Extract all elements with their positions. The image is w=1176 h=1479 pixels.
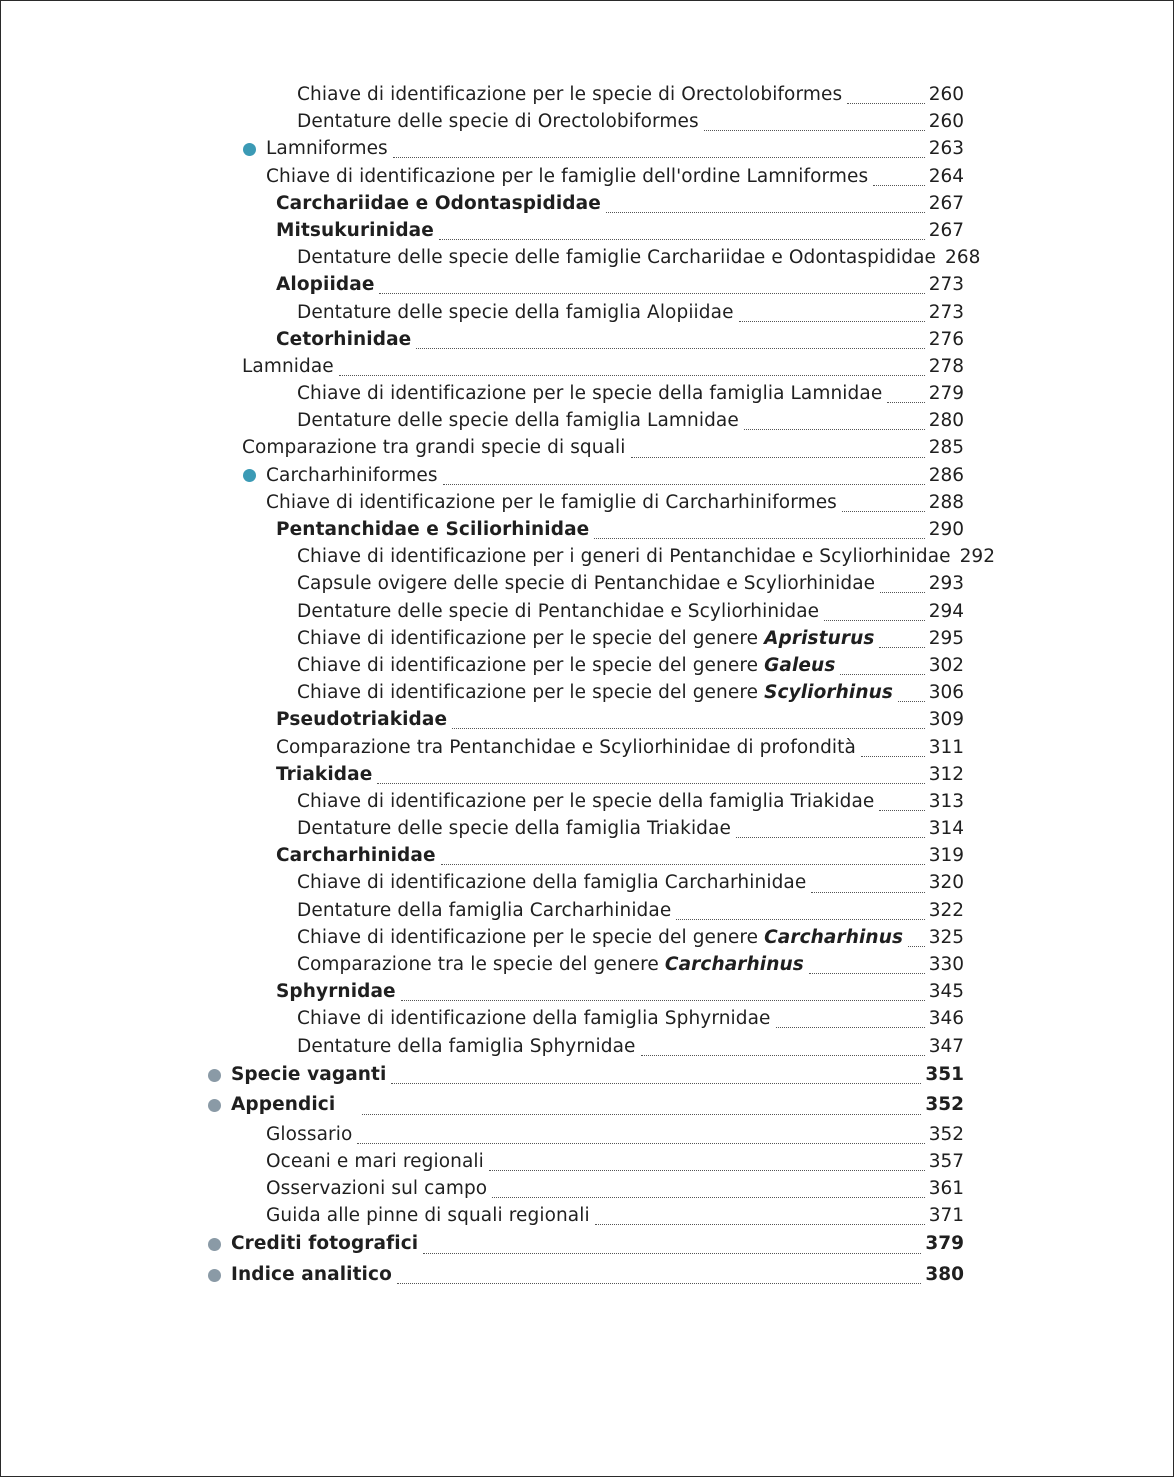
dot-leader — [401, 1000, 925, 1001]
toc-entry-title: Dentature delle specie di Orectolobiformes — [297, 111, 699, 133]
section-bullet-icon — [208, 1269, 221, 1282]
genus-name: Scyliorhinus — [764, 682, 894, 704]
dot-leader — [492, 1197, 924, 1198]
section-bullet-icon — [208, 1069, 221, 1082]
dot-leader — [443, 484, 925, 485]
toc-page-number: 260 — [928, 111, 964, 133]
section-bullet-icon — [208, 1238, 221, 1251]
toc-page-number: 267 — [928, 219, 964, 241]
toc-page-number: 264 — [928, 165, 964, 187]
dot-leader — [879, 810, 924, 811]
toc-entry[interactable] — [1, 190, 1176, 217]
toc-entry[interactable] — [1, 1148, 1176, 1175]
dot-leader — [676, 919, 924, 920]
toc-page-number: 279 — [928, 383, 964, 405]
dot-leader — [811, 892, 924, 893]
toc-entry[interactable] — [1, 761, 1176, 788]
toc-page-number: 325 — [928, 926, 964, 948]
section-bullet-icon — [208, 1099, 221, 1112]
genus-name: Galeus — [764, 654, 836, 676]
genus-name: Carcharhinus — [764, 926, 904, 948]
toc-entry[interactable] — [1, 353, 1176, 380]
toc-page-number: 345 — [928, 981, 964, 1003]
toc-page-number: 306 — [928, 682, 964, 704]
toc-page-number: 322 — [928, 899, 964, 921]
dot-leader — [416, 348, 924, 349]
toc-entry-title: Pentanchidae e Sciliorhinidae — [276, 519, 590, 540]
toc-entry[interactable] — [1, 81, 1176, 108]
toc-entry[interactable] — [1, 271, 1176, 298]
toc-entry[interactable] — [1, 1060, 1176, 1090]
dot-leader — [641, 1055, 925, 1056]
toc-page-number: 290 — [928, 519, 964, 540]
toc-entry[interactable] — [1, 1260, 1176, 1290]
dot-leader — [873, 185, 924, 186]
toc-page-number: 361 — [928, 1177, 964, 1199]
toc-entry-title: Crediti fotografici — [231, 1233, 419, 1255]
toc-page-number: 268 — [945, 247, 981, 269]
toc-page-number: 351 — [925, 1063, 964, 1085]
toc-page-number: 273 — [928, 301, 964, 323]
toc-entry-title: Oceani e mari regionali — [266, 1150, 484, 1172]
toc-page-number: 286 — [928, 464, 964, 486]
dot-leader — [357, 1143, 924, 1144]
toc-entry-title: Indice analitico — [231, 1263, 392, 1285]
toc-entry-title: Comparazione tra grandi specie di squali — [242, 437, 626, 459]
toc-entry-title: Osservazioni sul campo — [266, 1177, 488, 1199]
genus-name: Carcharhinus — [664, 954, 804, 975]
toc-entry[interactable] — [1, 788, 1176, 815]
toc-entry[interactable] — [1, 815, 1176, 842]
toc-entry-title: Alopiidae — [276, 274, 375, 296]
toc-entry-title: Dentature delle specie della famiglia Lamnidae — [297, 410, 739, 432]
toc-entry[interactable] — [1, 489, 1176, 516]
toc-entry-title: Comparazione tra le specie del genere Carcharhinus — [297, 954, 804, 975]
toc-entry-title: Lamniformes — [266, 138, 388, 160]
toc-page-number: 263 — [928, 138, 964, 160]
toc-entry[interactable] — [1, 842, 1176, 869]
toc-entry-title: Sphyrnidae — [276, 981, 396, 1003]
dot-leader — [739, 321, 925, 322]
toc-entry[interactable] — [1, 869, 1176, 896]
toc-page-number: 294 — [928, 600, 964, 622]
toc-page-number: 346 — [928, 1008, 964, 1030]
toc-entry-title: Chiave di identificazione per le specie della famiglia Lamnidae — [297, 383, 883, 405]
toc-entry-title: Lamnidae — [242, 355, 334, 377]
dot-leader — [594, 538, 924, 539]
toc-entry[interactable] — [1, 108, 1176, 135]
toc-page-number: 273 — [928, 274, 964, 296]
section-bullet-icon — [243, 469, 256, 482]
toc-entry-title: Appendici — [231, 1094, 336, 1116]
toc-entry-title: Chiave di identificazione per le specie del genere Scyliorhinus — [297, 682, 894, 704]
toc-entry[interactable] — [1, 217, 1176, 244]
toc-entry-title: Dentature delle specie delle famiglie Carchariidae e Odontaspididae — [297, 247, 937, 269]
dot-leader — [887, 402, 924, 403]
toc-page-number: 312 — [928, 763, 964, 785]
toc-page-number: 278 — [928, 355, 964, 377]
toc-entry[interactable] — [1, 1202, 1176, 1229]
dot-leader — [606, 212, 925, 213]
toc-entry[interactable] — [1, 326, 1176, 353]
toc-entry[interactable] — [1, 951, 1176, 978]
dot-leader — [391, 1083, 921, 1084]
toc-page-number: 380 — [925, 1263, 964, 1285]
genus-name: Apristurus — [764, 627, 875, 649]
toc-page-number: 260 — [928, 84, 964, 105]
toc-page-number: 379 — [925, 1233, 964, 1255]
toc-page-number: 295 — [928, 627, 964, 649]
toc-entry-title: Pseudotriakidae — [276, 709, 448, 731]
toc-entry[interactable] — [1, 570, 1176, 597]
dot-leader — [489, 1170, 925, 1171]
toc-page-number: 288 — [928, 491, 964, 513]
dot-leader — [861, 756, 925, 757]
toc-page-number: 276 — [928, 328, 964, 350]
toc-entry[interactable] — [1, 978, 1176, 1005]
toc-entry-title: Chiave di identificazione per le famiglie di Carcharhiniformes — [266, 491, 837, 513]
dot-leader — [423, 1253, 921, 1254]
toc-entry[interactable] — [1, 135, 1176, 162]
dot-leader — [441, 864, 925, 865]
toc-entry[interactable] — [1, 244, 1176, 271]
toc-entry-title: Dentature delle specie di Pentanchidae e Scyliorhinidae — [297, 600, 820, 622]
table-of-contents — [1, 81, 1176, 1290]
toc-entry[interactable] — [1, 1005, 1176, 1032]
toc-entry-title: Chiave di identificazione per le specie di Orectolobiformes — [297, 84, 843, 105]
toc-page-number: 309 — [928, 709, 964, 731]
toc-entry-title: Dentature della famiglia Sphyrnidae — [297, 1035, 636, 1057]
toc-entry[interactable] — [1, 299, 1176, 326]
toc-entry-title: Carchariidae e Odontaspididae — [276, 192, 601, 214]
dot-leader — [908, 946, 925, 947]
dot-leader — [776, 1027, 925, 1028]
dot-leader — [824, 620, 925, 621]
toc-entry[interactable] — [1, 924, 1176, 951]
toc-page-number: 280 — [928, 410, 964, 432]
section-bullet-icon — [243, 143, 256, 156]
dot-leader — [744, 429, 925, 430]
toc-entry[interactable] — [1, 516, 1176, 543]
toc-entry-title: Carcharhiniformes — [266, 464, 438, 486]
toc-entry-title: Chiave di identificazione per le specie del genere Apristurus — [297, 627, 875, 649]
toc-entry-title: Chiave di identificazione per le specie del genere Carcharhinus — [297, 926, 904, 948]
dot-leader — [840, 674, 924, 675]
dot-leader — [439, 239, 925, 240]
toc-entry[interactable] — [1, 1033, 1176, 1060]
dot-leader — [704, 130, 925, 131]
dot-leader — [879, 647, 924, 648]
toc-entry[interactable] — [1, 598, 1176, 625]
toc-entry[interactable] — [1, 543, 1176, 570]
dot-leader — [339, 375, 925, 376]
dot-leader — [736, 837, 925, 838]
toc-entry[interactable] — [1, 434, 1176, 461]
toc-page-number: 319 — [928, 845, 964, 867]
toc-page-number: 313 — [928, 790, 964, 812]
toc-page-number: 357 — [928, 1150, 964, 1172]
toc-entry[interactable] — [1, 897, 1176, 924]
toc-page-number: 311 — [928, 736, 964, 758]
dot-leader — [397, 1283, 922, 1284]
toc-entry-title: Comparazione tra Pentanchidae e Scyliorhinidae di profondità — [276, 736, 856, 758]
toc-entry[interactable] — [1, 734, 1176, 761]
toc-entry-title: Carcharhinidae — [276, 845, 436, 867]
toc-page-number: 285 — [928, 437, 964, 459]
toc-entry-title: Glossario — [266, 1123, 353, 1145]
toc-entry-title: Chiave di identificazione per le specie della famiglia Triakidae — [297, 790, 875, 812]
toc-entry[interactable] — [1, 625, 1176, 652]
dot-leader — [809, 973, 925, 974]
dot-leader — [377, 783, 924, 784]
toc-entry-title: Capsule ovigere delle specie di Pentanchidae e Scyliorhinidae — [297, 573, 876, 595]
toc-entry-title: Dentature della famiglia Carcharhinidae — [297, 899, 672, 921]
toc-page-number: 330 — [928, 954, 964, 975]
dot-leader — [631, 457, 925, 458]
toc-entry[interactable] — [1, 163, 1176, 190]
toc-entry-title: Chiave di identificazione della famiglia Carcharhinidae — [297, 872, 807, 894]
toc-entry-title: Chiave di identificazione per le famiglie dell'ordine Lamniformes — [266, 165, 869, 187]
toc-entry-title: Chiave di identificazione per le specie del genere Galeus — [297, 654, 836, 676]
toc-entry-title: Cetorhinidae — [276, 328, 412, 350]
toc-entry[interactable] — [1, 1090, 1176, 1120]
toc-page-number: 267 — [928, 192, 964, 214]
toc-page-number: 352 — [928, 1123, 964, 1145]
toc-page-number: 371 — [928, 1205, 964, 1227]
toc-entry-title: Dentature delle specie della famiglia Triakidae — [297, 818, 731, 840]
dot-leader — [898, 701, 925, 702]
toc-entry[interactable] — [1, 679, 1176, 706]
toc-entry[interactable] — [1, 380, 1176, 407]
toc-page-number: 314 — [928, 818, 964, 840]
dot-leader — [393, 157, 925, 158]
dot-leader — [379, 293, 924, 294]
toc-entry-title: Specie vaganti — [231, 1063, 387, 1085]
toc-entry[interactable] — [1, 706, 1176, 733]
toc-entry[interactable] — [1, 407, 1176, 434]
toc-page-number: 347 — [928, 1035, 964, 1057]
dot-leader — [880, 592, 925, 593]
toc-entry-title: Guida alle pinne di squali regionali — [266, 1205, 590, 1227]
toc-entry-title: Dentature delle specie della famiglia Alopiidae — [297, 301, 734, 323]
toc-page-number: 292 — [959, 546, 995, 568]
toc-entry-title: Chiave di identificazione della famiglia Sphyrnidae — [297, 1008, 771, 1030]
dot-leader — [847, 103, 924, 104]
toc-entry-title: Triakidae — [276, 763, 373, 785]
toc-page-number: 352 — [925, 1094, 964, 1116]
toc-entry[interactable] — [1, 652, 1176, 679]
dot-leader — [362, 1114, 921, 1115]
toc-entry[interactable] — [1, 1175, 1176, 1202]
toc-entry-title: Mitsukurinidae — [276, 219, 434, 241]
toc-entry-title: Chiave di identificazione per i generi di Pentanchidae e Scyliorhinidae — [297, 546, 951, 568]
toc-entry[interactable] — [1, 1229, 1176, 1259]
toc-page-number: 302 — [928, 654, 964, 676]
toc-page-number: 293 — [928, 573, 964, 595]
dot-leader — [842, 511, 925, 512]
toc-entry[interactable] — [1, 462, 1176, 489]
dot-leader — [595, 1224, 925, 1225]
toc-page-number: 320 — [928, 872, 964, 894]
dot-leader — [452, 728, 925, 729]
toc-entry[interactable] — [1, 1121, 1176, 1148]
